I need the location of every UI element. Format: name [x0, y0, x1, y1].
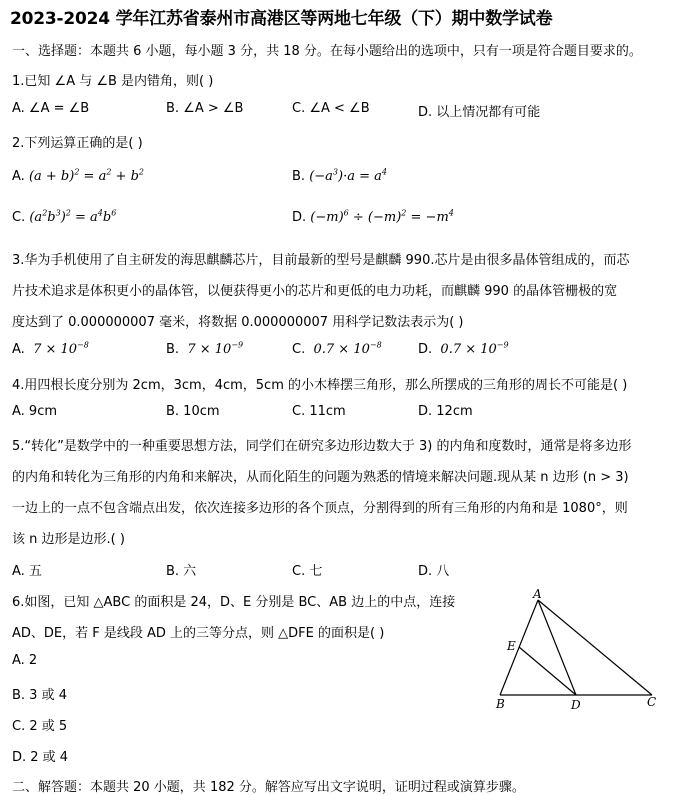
q4-option-a: A. 9cm [12, 404, 58, 419]
q1-option-d: D. 以上情况都有可能 [418, 105, 541, 120]
vertex-label-d: D [571, 698, 581, 712]
q4-option-d: D. 12cm [418, 404, 473, 419]
vertex-label-b: B [496, 697, 505, 711]
q5-option-d: D. 八 [418, 564, 450, 579]
section-2-heading: 二、解答题：本题共 20 小题，共 182 分。解答应写出文字说明，证明过程或演算步骤。 [12, 780, 525, 795]
segment-ed [519, 647, 576, 695]
question-5-line-1: 5.“转化”是数学中的一种重要思想方法，同学们在研究多边形边数大于 3) 的内角和度数时，通常是将多边形 [12, 439, 632, 454]
question-1-stem: 1.已知 ∠A 与 ∠B 是内错角，则( ) [12, 74, 214, 89]
question-6-line-1: 6.如图，已知 △ABC 的面积是 24，D、E 分别是 BC、AB 边上的中点，连接 [12, 595, 456, 610]
question-6-line-2: AD、DE，若 F 是线段 AD 上的三等分点，则 △DFE 的面积是( ) [12, 626, 385, 641]
q4-option-c: C. 11cm [292, 404, 346, 419]
q6-option-d: D. 2 或 4 [12, 750, 69, 765]
question-3-line-1: 3.华为手机使用了自主研发的海思麒麟芯片，目前最新的型号是麒麟 990.芯片是由很多晶体管组成的，而芯 [12, 253, 630, 268]
segment-ac [538, 600, 652, 695]
section-1-heading: 一、选择题：本题共 6 小题，每小题 3 分，共 18 分。在每小题给出的选项中，只有一项是符合题目要求的。 [12, 44, 642, 59]
triangle-figure [490, 588, 670, 718]
q4-option-b: B. 10cm [166, 404, 220, 419]
vertex-label-e: E [507, 639, 516, 653]
q1-option-a: A. ∠A = ∠B [12, 101, 90, 116]
q3-option-a: A. $7 \times 10^{-8}$ [12, 340, 89, 357]
q2-option-c: C. $(a^2b^3)^2 = a^4b^6$ [12, 208, 117, 225]
q2-option-a: A. $(a + b)^2 = a^2 + b^2$ [12, 167, 144, 184]
question-2-stem: 2.下列运算正确的是( ) [12, 136, 143, 151]
q3-option-c: C. $0.7 \times 10^{-8}$ [292, 340, 382, 357]
q1-option-c: C. ∠A < ∠B [292, 101, 370, 116]
question-3-line-3: 度达到了 0.000000007 毫米，将数据 0.000000007 用科学记数法表示为( ) [12, 315, 464, 330]
q5-option-b: B. 六 [166, 564, 197, 579]
q6-option-a: A. 2 [12, 653, 38, 668]
page-title: 2023-2024 学年江苏省泰州市高港区等两地七年级（下）期中数学试卷 [10, 9, 553, 29]
q2-option-d: D. $(-m)^6 \div (-m)^2 = -m^4$ [292, 208, 454, 225]
vertex-label-a: A [533, 588, 542, 601]
q2-option-b: B. $(-a^3)\cdot a = a^4$ [292, 167, 387, 184]
question-5-line-3: 一边上的一点不包含端点出发，依次连接多边形的各个顶点，分割得到的所有三角形的内角和是 1080°，则 [12, 501, 628, 516]
q6-option-b: B. 3 或 4 [12, 688, 67, 703]
q3-option-b: B. $7 \times 10^{-9}$ [166, 340, 244, 357]
q1-option-b: B. ∠A > ∠B [166, 101, 244, 116]
question-5-line-4: 该 n 边形是边形.( ) [12, 532, 125, 547]
question-4-stem: 4.用四根长度分别为 2cm，3cm，4cm，5cm 的小木棒摆三角形，那么所摆成的三角形的周长不可能是( ) [12, 378, 628, 393]
vertex-label-c: C [647, 695, 657, 709]
q6-option-c: C. 2 或 5 [12, 719, 68, 734]
segment-ad [538, 600, 576, 695]
question-3-line-2: 片技术追求是体积更小的晶体管，以便获得更小的芯片和更低的电力功耗，而麒麟 990 的晶体管栅极的宽 [12, 284, 618, 299]
q3-option-d: D. $0.7 \times 10^{-9}$ [418, 340, 509, 357]
question-5-line-2: 的内角和转化为三角形的内角和来解决，从而化陌生的问题为熟悉的情境来解决问题.现从某 n 边形 (n > 3) [12, 470, 629, 485]
q5-option-a: A. 五 [12, 564, 42, 579]
q5-option-c: C. 七 [292, 564, 323, 579]
